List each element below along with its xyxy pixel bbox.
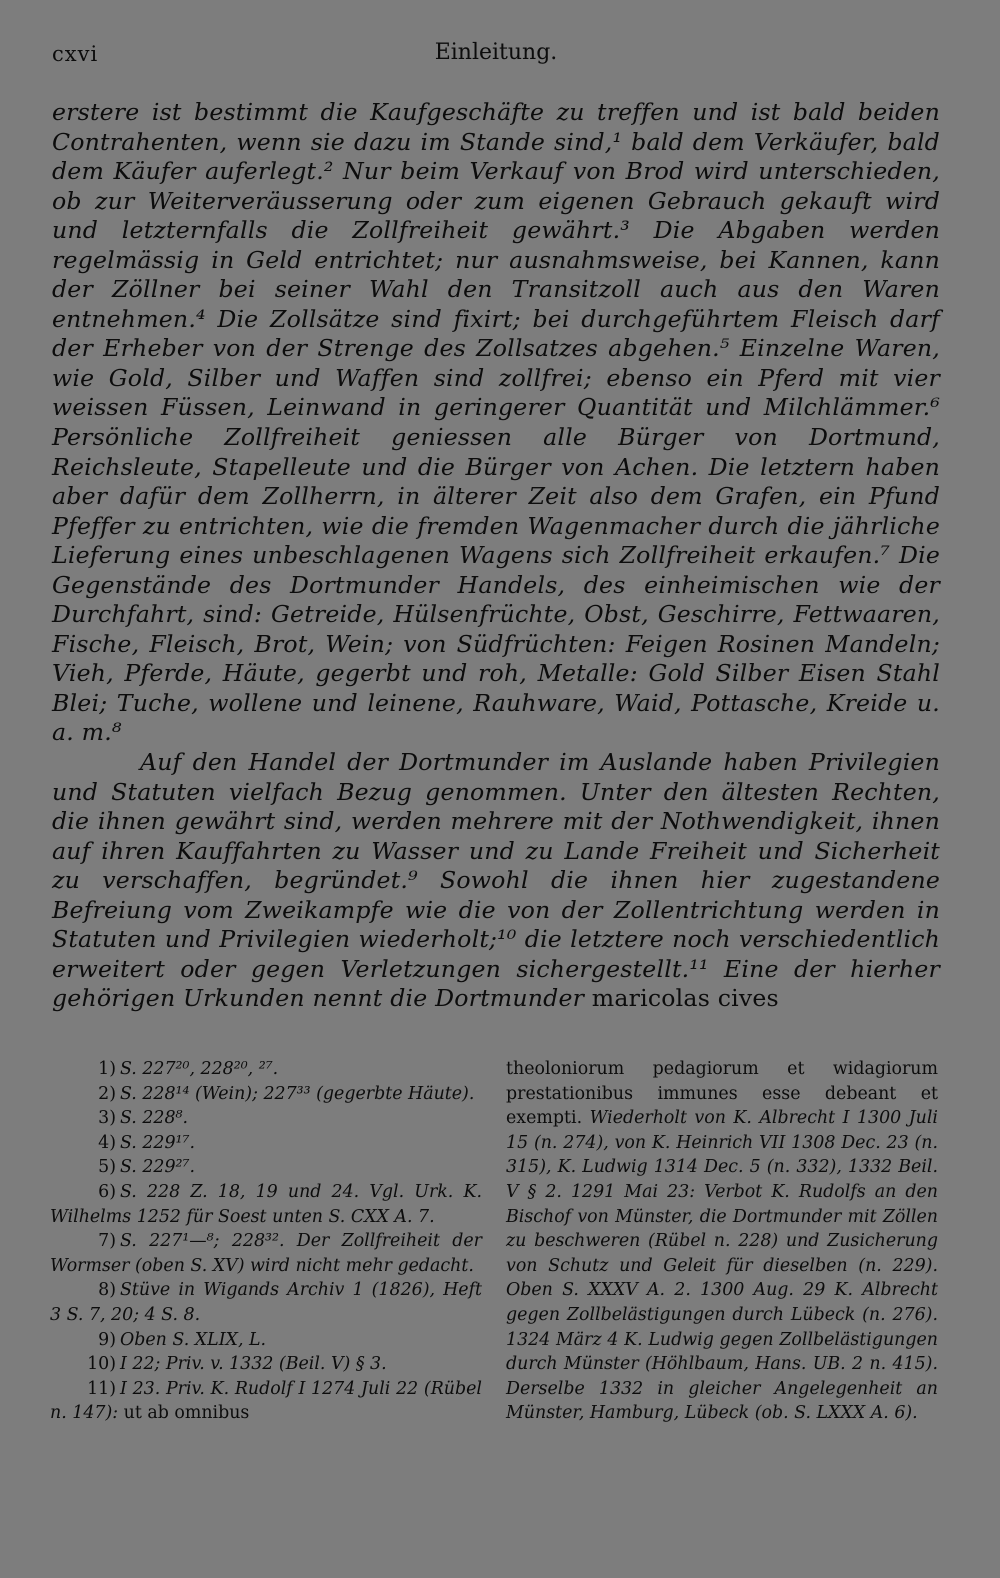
footnote-text: I 23. Priv. K. Rudolf I 1274 Juli 22 (Rübel n. 147): xyxy=(50,1378,482,1424)
footnote-number: 5) xyxy=(98,1157,116,1178)
paragraph-1: erstere ist bestimmt die Kaufgeschäfte zu treffen und ist bald beiden Contrahenten, wenn sie dazu im Stande sind,¹ bald dem Verkäufer, bald dem Käufer auferlegt.² Nur beim Verkauf von Brod wird unterschieden, ob zur Weiterveräusserung oder zum eigenen Gebrauch gekauft wird und letzternfalls die Zollfreiheit gewährt.³ Die Abgaben werden regelmässig in Geld entrichtet; nur ausnahmsweise, bei Kannen, kann der Zöllner bei seiner Wahl den Transitzoll auch aus den Waren entnehmen.⁴ Die Zollsätze sind fixirt; bei durchgeführtem Fleisch darf der Erheber von der Strenge des Zollsatzes abgehen.⁵ Einzelne Waren, wie Gold, Silber und Waffen sind zollfrei; ebenso ein Pferd mit vier weissen Füssen, Leinwand in geringerer Quantität und Milchlämmer.⁶ Persönliche Zollfreiheit geniessen alle Bürger von Dortmund, Reichsleute, Stapelleute und die Bürger von Achen. Die letztern haben aber dafür dem Zollherrn, in älterer Zeit also dem Grafen, ein Pfund Pfeffer zu entrichten, wie die fremden Wagenmacher durch die jährliche Lieferung eines unbeschlagenen Wagens sich Zollfreiheit erkaufen.⁷ Die Gegenstände des Dortmunder Handels, des einheimischen wie der Durchfahrt, sind: Getreide, Hülsenfrüchte, Obst, Geschirre, Fettwaaren, Fische, Fleisch, Brot, Wein; von Südfrüchten: Feigen Rosinen Mandeln; Vieh, Pferde, Häute, gegerbt und roh, Metalle: Gold Silber Eisen Stahl Blei; Tuche, wollene und leinene, Rauhware, Waid, Pottasche, Kreide u. a. m.⁸ xyxy=(52,98,940,747)
footnote-text: S. 228 Z. 18, 19 und 24. Vgl. Urk. K. Wilhelms 1252 für Soest unten S. CXX A. 7. xyxy=(50,1181,482,1227)
footnote-number: 1) xyxy=(98,1059,116,1079)
footnote xyxy=(50,1131,482,1156)
page-number: cxvi xyxy=(52,42,99,66)
footnote xyxy=(50,1180,482,1229)
page-header xyxy=(52,40,940,80)
footnote-number: 7) xyxy=(98,1231,116,1252)
footnote-number: 9) xyxy=(98,1329,116,1350)
footnote-latin-quote: ut ab omnibus xyxy=(118,1403,250,1424)
footnote-number: 4) xyxy=(98,1132,116,1153)
footnote xyxy=(50,1155,482,1180)
footnote-text: Wiederholt von K. Albrecht I 1300 Juli 15 (n. 274), von K. Heinrich VII 1308 Dec. 23 (n. 315), K. Ludwig 1314 Dec. 5 (n. 332), 1332 Beil. V § 2. 1291 Mai 23: Verbot K. Rudolfs an den Bischof von Münster, die Dortmunder mit Zöllen zu beschweren (Rübel n. 228) und Zusicherung von Schutz und Geleit für dieselben (n. 229). Oben S. XXXV A. 2. 1300 Aug. 29 K. Albrecht gegen Zollbelästigungen durch Lübeck (n. 276). 1324 März 4 K. Ludwig gegen Zollbelästigungen durch Münster (Höhlbaum, Hans. UB. 2 n. 415). Derselbe 1332 in gleicher Angelegenheit an Münster, Hamburg, Lübeck (ob. S. LXXX A. 6). xyxy=(506,1108,938,1424)
footnote-number: 2) xyxy=(98,1083,116,1104)
footnote-number: 3) xyxy=(98,1108,116,1129)
footnote xyxy=(50,1057,482,1082)
paragraph-2-roman: maricolas cives xyxy=(591,984,779,1013)
footnote-text: Oben S. XLIX, L. xyxy=(120,1329,267,1350)
footnotes-left-column xyxy=(50,1057,482,1426)
paragraph-2 xyxy=(52,748,940,1014)
paragraph-2-italic: Auf den Handel der Dortmunder im Auslande haben Privilegien und Statuten vielfach Bezug genommen. Unter den ältesten Rechten, die ihnen gewährt sind, werden mehrere mit der Nothwendigkeit, ihnen auf ihren Kauffahrten zu Wasser und zu Lande Freiheit und Sicherheit zu verschaffen, begründet.⁹ Sowohl die ihnen hier zugestandene Befreiung vom Zweikampfe wie die von der Zollentrichtung werden in Statuten und Privilegien wiederholt;¹⁰ die letztere noch verschiedentlich erweitert oder gegen Verletzungen sichergestellt.¹¹ Eine der hierher gehörigen Urkunden nennt die Dortmunder xyxy=(52,748,940,1013)
footnote xyxy=(50,1352,482,1377)
footnote xyxy=(50,1377,482,1426)
footnote-text: S. 229²⁷. xyxy=(120,1157,196,1178)
footnote-text: S. 229¹⁷. xyxy=(120,1132,196,1153)
footnote xyxy=(50,1278,482,1327)
footnote xyxy=(50,1106,482,1131)
footnote-continuation xyxy=(506,1057,938,1426)
footnote-number: 8) xyxy=(98,1280,116,1301)
footnote-latin-quote: theoloniorum pedagiorum et widagiorum prestationibus immunes esse debeant et exempti. xyxy=(506,1059,938,1129)
running-title: Einleitung. xyxy=(434,40,558,65)
main-text xyxy=(52,98,940,1014)
footnote-text: S. 227²⁰, 228²⁰, ²⁷. xyxy=(120,1059,279,1079)
footnote-number: 10) xyxy=(87,1354,116,1375)
footnote-text: Stüve in Wigands Archiv 1 (1826), Heft 3 S. 7, 20; 4 S. 8. xyxy=(50,1280,482,1325)
footnote-text: I 22; Priv. v. 1332 (Beil. V) § 3. xyxy=(120,1354,387,1375)
footnotes-right-column xyxy=(506,1057,938,1426)
footnote-text: S. 228⁸. xyxy=(120,1108,189,1129)
footnote-text: S. 228¹⁴ (Wein); 227³³ (gegerbte Häute). xyxy=(120,1083,475,1104)
footnote-number: 6) xyxy=(98,1181,116,1202)
footnote xyxy=(50,1082,482,1107)
footnote xyxy=(50,1229,482,1278)
footnote xyxy=(50,1328,482,1353)
footnote-text: S. 227¹—⁸; 228³². Der Zollfreiheit der Wormser (oben S. XV) wird nicht mehr gedacht. xyxy=(50,1231,482,1276)
footnote-number: 11) xyxy=(87,1378,116,1399)
